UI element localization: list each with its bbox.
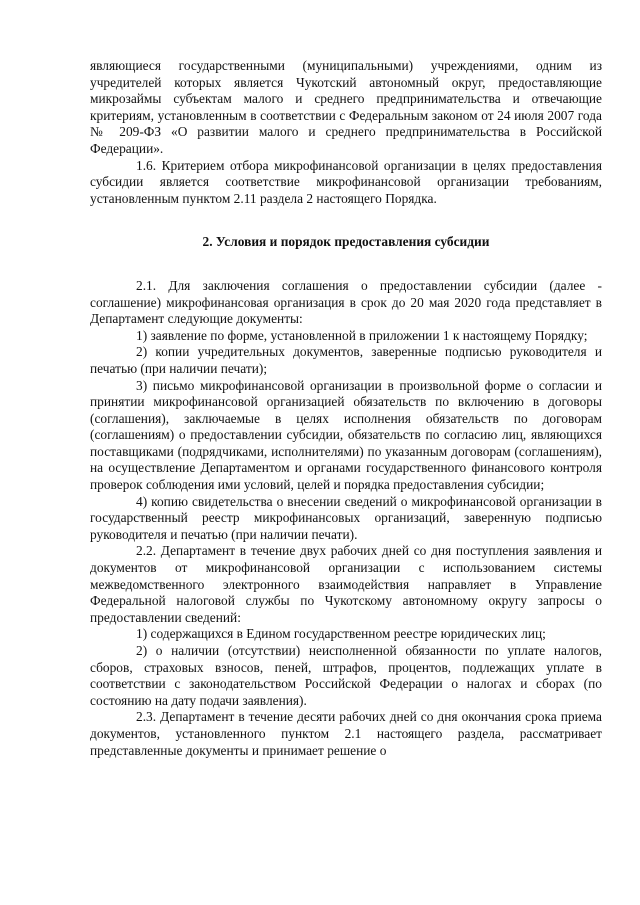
paragraph-2-2: 2.2. Департамент в течение двух рабочих дней со дня поступления заявления и документов от микрофинансовой организации с использованием системы межведомственного электронного взаимодействия направляет в Управление Федеральной налоговой службы по Чукотскому автономному округу запросы о предоставлении сведений:	[90, 543, 602, 625]
list-item-2-1-3: 3) письмо микрофинансовой организации в произвольной форме о согласии и принятии микрофинансовой организацией обязательств по включению в договоры (соглашения), заключаемые в целях исполнения обязательств по договорам (соглашениям) о предоставлении субсидии, обязательств по согласию лиц, являющихся поставщиками (подрядчиками, исполнителями) по указанным договорам (соглашениям), на осуществление Департаментом и органами государственного финансового контроля проверок соблюдения ими условий, целей и порядка предоставления субсидии;	[90, 377, 602, 493]
paragraph-2-1: 2.1. Для заключения соглашения о предоставлении субсидии (далее - соглашение) микрофинансовая организация в срок до 20 мая 2020 года представляет в Департамент следующие документы:	[90, 277, 602, 327]
paragraph-2-3: 2.3. Департамент в течение десяти рабочих дней со дня окончания срока приема документов, установленного пунктом 2.1 настоящего раздела, рассматривает представленные документы и принимает решение о	[90, 709, 602, 758]
paragraph-1-6: 1.6. Критерием отбора микрофинансовой организации в целях предоставления субсидии является соответствие микрофинансовой организации требованиям, установленным пунктом 2.11 раздела 2 настоящего Порядка.	[90, 157, 602, 206]
list-item-2-2-2: 2) о наличии (отсутствии) неисполненной обязанности по уплате налогов, сборов, страховых взносов, пеней, штрафов, процентов, подлежащих уплате в соответствии с законодательством Российской Федерации о налогах и сборах (по состоянию на дату подачи заявления).	[90, 643, 602, 708]
document-page	[90, 58, 602, 759]
list-item-2-1-1: 1) заявление по форме, установленной в приложении 1 к настоящему Порядку;	[136, 327, 588, 343]
list-item-2-1-4: 4) копию свидетельства о внесении сведений о микрофинансовой организации в государственный реестр микрофинансовых организаций, заверенную подписью руководителя и печатью (при наличии печати).	[90, 493, 602, 542]
list-item-2-2-1: 1) содержащихся в Едином государственном реестре юридических лиц;	[136, 626, 546, 642]
section-title: 2. Условия и порядок предоставления субсидии	[202, 234, 490, 250]
paragraph-intro: являющиеся государственными (муниципальными) учреждениями, одним из учредителей которых является Чукотский автономный округ, предоставляющие микрозаймы субъектам малого и среднего предпринимательства и отвечающие критериям, установленным в соответствии с Федеральным законом от 24 июля 2007 года № 209-ФЗ «О развитии малого и среднего предпринимательства в Российской Федерации».	[90, 58, 602, 156]
list-item-2-1-2: 2) копии учредительных документов, заверенные подписью руководителя и печатью (при наличии печати);	[90, 344, 602, 376]
